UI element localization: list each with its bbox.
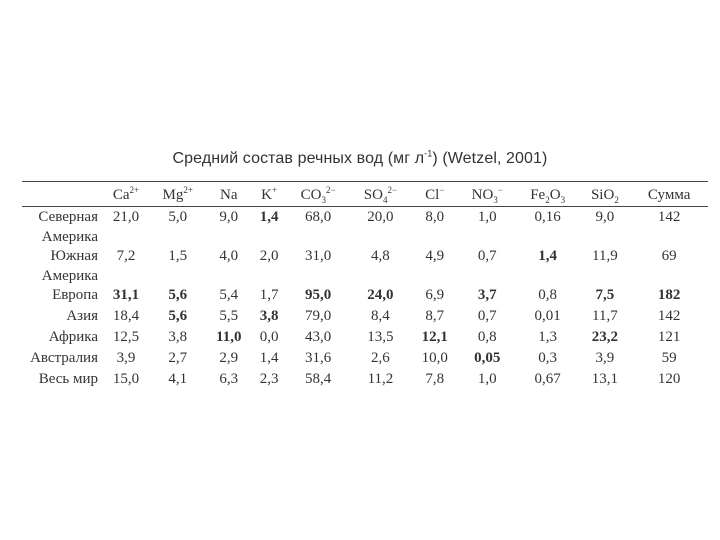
header-corner — [22, 185, 102, 207]
table-cell: 21,0 — [112, 209, 140, 225]
table-cell: 23,2 — [591, 329, 619, 345]
table-cell: 0,7 — [477, 308, 497, 324]
table-cell: 1,4 — [259, 350, 279, 366]
table-cell: 5,6 — [168, 308, 188, 324]
row-label: Южная — [50, 248, 98, 264]
column-header-sub: 2 — [614, 195, 619, 205]
row-label: Европа — [52, 287, 98, 303]
column-header-base: Сумма — [647, 187, 691, 203]
empty-cell — [411, 267, 459, 285]
empty-cell — [579, 267, 630, 285]
table-cell: 8,0 — [425, 209, 445, 225]
row-label: Весь мир — [38, 371, 98, 387]
empty-cell — [630, 267, 708, 285]
table-cell: 2,0 — [259, 248, 279, 264]
empty-cell — [102, 228, 150, 246]
table-cell: 12,1 — [421, 329, 448, 345]
table-cell: 59 — [661, 350, 677, 366]
column-header-sup: 2+ — [183, 185, 193, 195]
table-cell: 4,9 — [425, 248, 445, 264]
table-cell: 58,4 — [305, 371, 332, 387]
table-cell: 5,4 — [219, 287, 239, 303]
header-row — [22, 185, 708, 207]
empty-cell — [516, 267, 580, 285]
table-row — [22, 285, 708, 306]
table-top-rule — [22, 181, 708, 182]
title-text: Средний состав речных вод (мг л — [172, 150, 425, 167]
title-source: ) (Wetzel, 2001) — [432, 150, 548, 167]
table-cell: 9,0 — [595, 209, 615, 225]
table-cell: 11,7 — [592, 308, 618, 324]
table-cell: 4,8 — [371, 248, 390, 264]
column-header-sub: 4 — [382, 195, 388, 205]
table-cell: 11,9 — [592, 248, 618, 264]
column-header — [630, 185, 708, 207]
table-cell: 2,7 — [168, 350, 188, 366]
table-cell: 1,0 — [477, 371, 497, 387]
table-cell: 68,0 — [305, 209, 332, 225]
table-cell: 182 — [657, 287, 681, 303]
table-cell: 6,3 — [219, 371, 239, 387]
row-label-continuation: Америка — [41, 229, 98, 245]
empty-cell — [150, 267, 206, 285]
row-label: Африка — [48, 329, 98, 345]
empty-cell — [150, 228, 206, 246]
table-cell: 2,9 — [219, 350, 239, 366]
column-header — [252, 185, 286, 207]
table-cell: 5,6 — [168, 287, 188, 303]
table-cell: 0,7 — [477, 248, 497, 264]
table-cell: 11,0 — [216, 329, 242, 345]
table-cell: 3,8 — [259, 308, 279, 324]
table-cell: 31,6 — [305, 350, 332, 366]
table-row — [22, 327, 708, 348]
table-cell: 1,4 — [538, 248, 558, 264]
table-title — [0, 150, 720, 168]
table-cell: 1,0 — [477, 209, 497, 225]
column-header-sub: 2 — [545, 195, 550, 205]
table-cell: 79,0 — [305, 308, 332, 324]
table-cell: 1,4 — [259, 209, 279, 225]
river-water-composition-table — [22, 185, 708, 390]
table-cell: 8,7 — [425, 308, 445, 324]
table-cell: 4,1 — [168, 371, 188, 387]
table-cell: 2,3 — [259, 371, 279, 387]
table-cell: 0,01 — [534, 308, 561, 324]
table-cell: 31,1 — [112, 287, 140, 303]
table-cell: 69 — [661, 248, 677, 264]
column-header-base: Mg — [162, 187, 184, 203]
title-unit-exponent: -1 — [424, 148, 433, 159]
column-header — [350, 185, 411, 207]
table-cell: 0,0 — [259, 329, 279, 345]
table-cell: 121 — [657, 329, 681, 345]
empty-cell — [411, 228, 459, 246]
table-cell: 10,0 — [421, 350, 448, 366]
row-label: Азия — [66, 308, 98, 324]
column-header — [579, 185, 630, 207]
table-cell: 1,5 — [168, 248, 188, 264]
column-header-sub: 3 — [493, 195, 498, 205]
table-row — [22, 348, 708, 369]
empty-cell — [286, 228, 350, 246]
column-header-base: Ca — [112, 187, 130, 203]
table-body — [22, 207, 708, 391]
table-cell: 4,0 — [219, 248, 239, 264]
column-header-base: NO — [471, 187, 494, 203]
table-row — [22, 369, 708, 390]
table-cell: 20,0 — [367, 209, 394, 225]
table-cell: 1,3 — [538, 329, 558, 345]
empty-cell — [286, 267, 350, 285]
table-cell: 43,0 — [305, 329, 332, 345]
column-header-sup: 2− — [387, 185, 398, 195]
table-row — [22, 306, 708, 327]
empty-cell — [252, 267, 286, 285]
table-cell: 31,0 — [305, 248, 332, 264]
table-cell: 1,7 — [259, 287, 279, 303]
table-cell: 15,0 — [112, 371, 140, 387]
column-header-sup: − — [439, 185, 445, 195]
table-cell: 13,1 — [591, 371, 619, 387]
table-cell: 13,5 — [367, 329, 394, 345]
row-label: Северная — [38, 209, 98, 225]
column-header-base: K — [261, 187, 272, 203]
column-header-base: Cl — [425, 187, 440, 203]
table-cell: 24,0 — [367, 287, 394, 303]
table-cell: 142 — [657, 209, 681, 225]
table-cell: 6,9 — [425, 287, 445, 303]
column-header-sup: 2− — [326, 185, 336, 195]
table-row-continuation — [22, 267, 708, 285]
column-header — [102, 185, 150, 207]
column-header-base: SiO — [590, 187, 615, 203]
empty-cell — [102, 267, 150, 285]
table-cell: 3,9 — [595, 350, 615, 366]
table-row — [22, 246, 708, 267]
table-row — [22, 207, 708, 229]
empty-cell — [206, 228, 252, 246]
table-cell: 3,8 — [168, 329, 188, 345]
column-header-sub: 3 — [321, 195, 327, 205]
empty-cell — [579, 228, 630, 246]
column-header-base: SO — [363, 187, 383, 203]
column-header — [459, 185, 516, 207]
column-header — [411, 185, 459, 207]
table-cell: 7,5 — [595, 287, 615, 303]
column-header-sup: 2+ — [129, 185, 140, 195]
column-header-base: CO — [300, 187, 322, 203]
table-cell: 3,9 — [116, 350, 136, 366]
table-cell: 2,6 — [371, 350, 390, 366]
table-cell: 120 — [657, 371, 681, 387]
row-label: Австралия — [30, 350, 98, 366]
table-cell: 3,7 — [477, 287, 497, 303]
column-header — [150, 185, 206, 207]
table-cell: 9,0 — [219, 209, 239, 225]
table-cell: 7,8 — [425, 371, 445, 387]
empty-cell — [630, 228, 708, 246]
column-header-base2: O — [549, 187, 561, 203]
table-cell: 0,3 — [538, 350, 558, 366]
table-cell: 11,2 — [367, 371, 394, 387]
empty-cell — [350, 228, 411, 246]
table-cell: 18,4 — [112, 308, 140, 324]
table-row-continuation — [22, 228, 708, 246]
table-cell: 0,8 — [538, 287, 558, 303]
table-cell: 0,05 — [474, 350, 501, 366]
empty-cell — [459, 228, 516, 246]
table-cell: 95,0 — [305, 287, 332, 303]
empty-cell — [206, 267, 252, 285]
empty-cell — [459, 267, 516, 285]
column-header — [516, 185, 580, 207]
table-cell: 5,5 — [219, 308, 239, 324]
table-cell: 12,5 — [112, 329, 140, 345]
table-cell: 0,8 — [477, 329, 497, 345]
table-cell: 0,16 — [534, 209, 561, 225]
column-header-base: Na — [220, 187, 238, 203]
column-header-sub2: 3 — [560, 195, 566, 205]
table-cell: 7,2 — [116, 248, 136, 264]
table-cell: 142 — [657, 308, 681, 324]
empty-cell — [516, 228, 580, 246]
empty-cell — [350, 267, 411, 285]
row-label-continuation: Америка — [41, 268, 98, 284]
column-header-base: Fe — [530, 187, 546, 203]
column-header — [286, 185, 350, 207]
column-header-sup: − — [497, 185, 503, 195]
empty-cell — [252, 228, 286, 246]
column-header-sup: + — [271, 185, 278, 195]
column-header — [206, 185, 252, 207]
table-cell: 0,67 — [534, 371, 561, 387]
table-cell: 8,4 — [371, 308, 390, 324]
table-cell: 5,0 — [168, 209, 188, 225]
